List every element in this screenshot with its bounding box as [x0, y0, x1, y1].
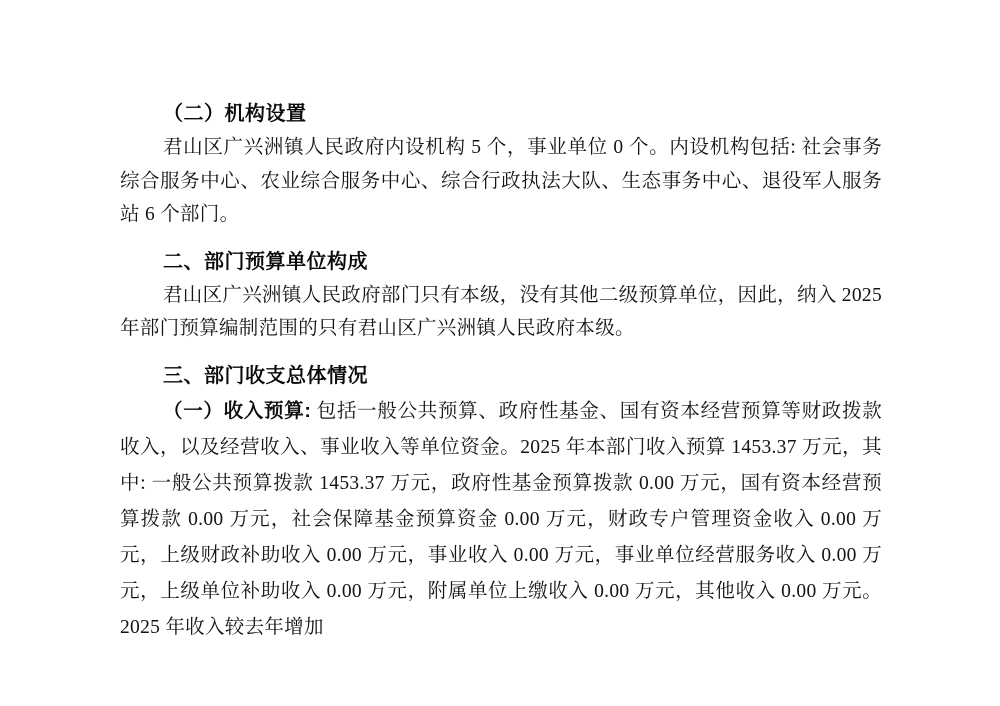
heading-budget-units: 二、部门预算单位构成 — [163, 250, 368, 273]
para-org-setup: 君山区广兴洲镇人民政府内设机构 5 个，事业单位 0 个。内设机构包括: 社会事务综合服务中心、农业综合服务中心、综合行政执法大队、生态事务中心、退役军人服务站 6 个部门。 — [120, 137, 882, 225]
income-budget-text: 包括一般公共预算、政府性基金、国有资本经营预算等财政拨款收入，以及经营收入、事业收入等单位资金。2025 年本部门收入预算 1453.37 万元，其中: 一般公共预算拨款 1453.37 万元，政府性基金预算拨款 0.00 万元，国有资本经营预算拨款 0.00 万元，社会保障基金预算资金 0.00 万元，财政专户管理资金收入 0.00 万元，上级财政补助收入 0.00 万元，事业收入 0.00 万元，事业单位经营服务收入 0.00 万元，上级单位补助收入 0.00 万元，附属单位上缴收入 0.00 万元，其他收入 0.00 万元。2025 年收入较去年增加 — [120, 400, 882, 638]
para-income-budget — [120, 393, 882, 646]
para-budget-units: 君山区广兴洲镇人民政府部门只有本级，没有其他二级预算单位，因此，纳入 2025 年部门预算编制范围的只有君山区广兴洲镇人民政府本级。 — [120, 284, 882, 339]
income-budget-lead: （一）收入预算: — [163, 399, 312, 422]
heading-overall-income-expense: 三、部门收支总体情况 — [163, 364, 368, 387]
heading-org-setup: （二）机构设置 — [163, 103, 307, 125]
